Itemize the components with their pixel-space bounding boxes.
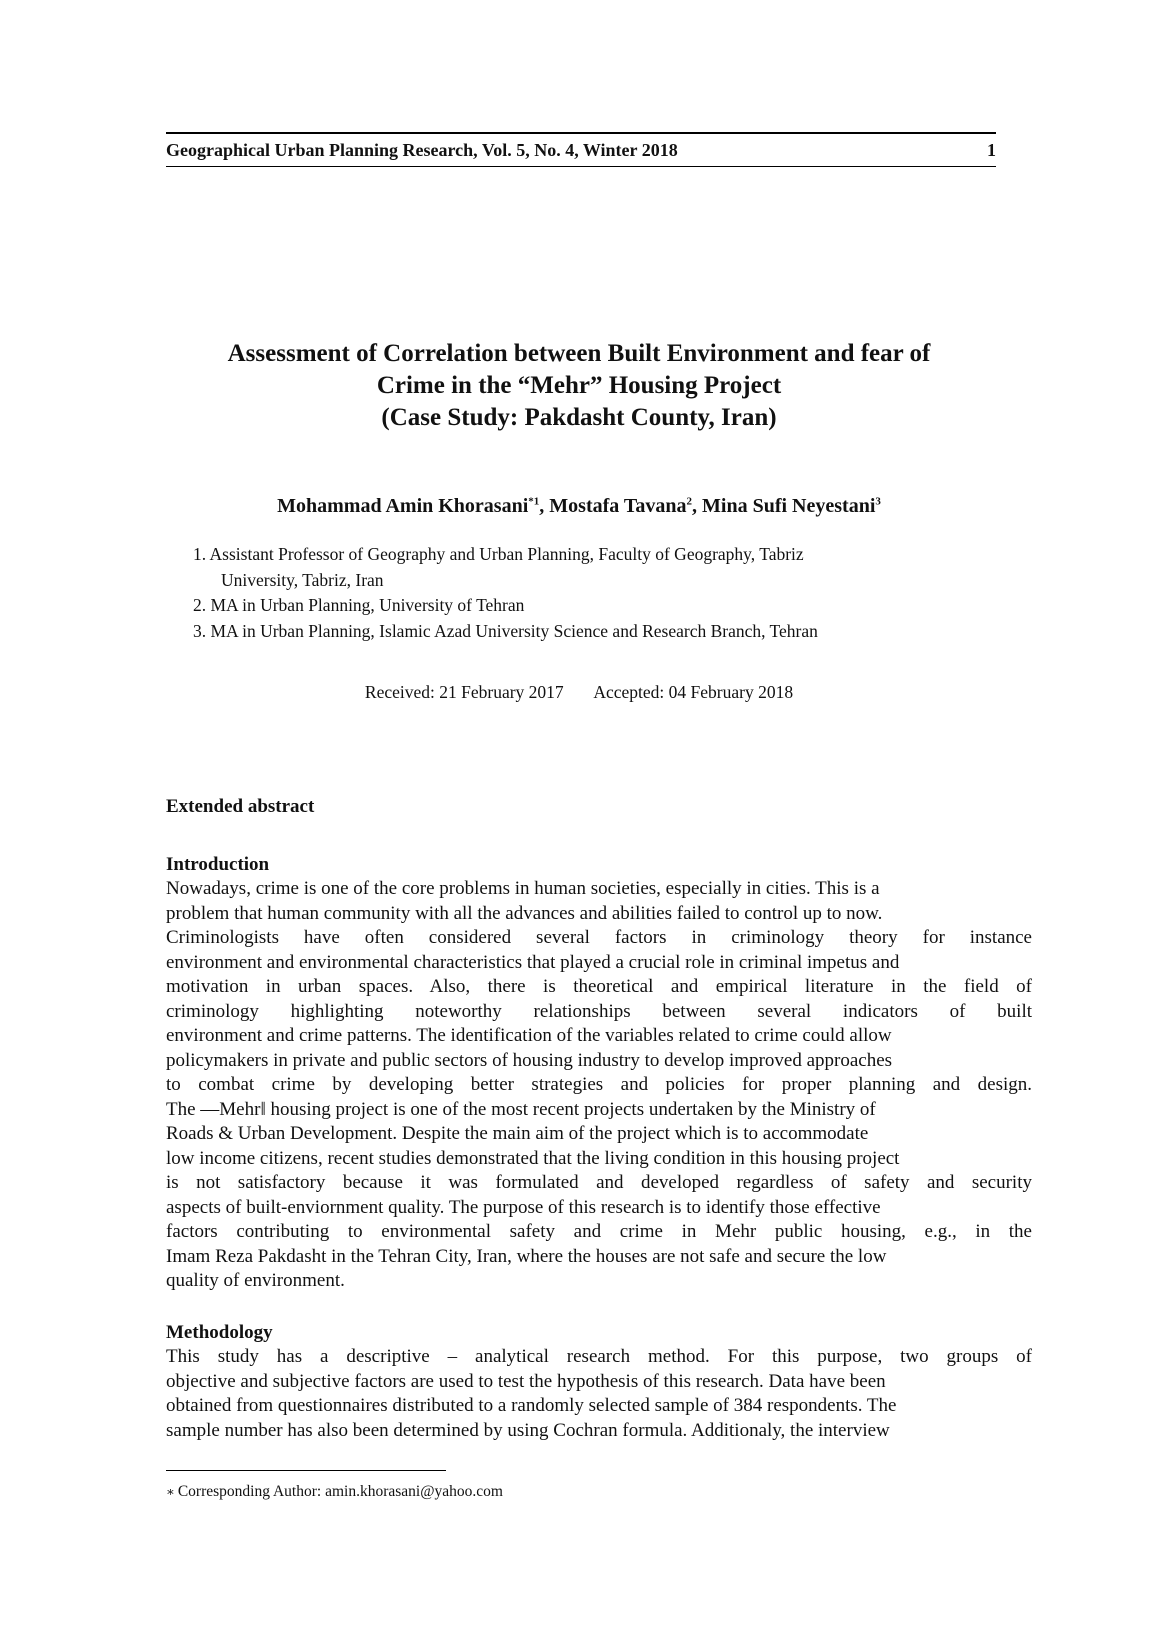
- body-line: obtained from questionnaires distributed to a randomly selected sample of 384 respondents. The: [166, 1395, 897, 1416]
- body-line: quality of environment.: [166, 1270, 345, 1291]
- body-line: Imam Reza Pakdasht in the Tehran City, Iran, where the houses are not safe and secure the low: [166, 1245, 887, 1267]
- extended-abstract-label: Extended abstract: [166, 796, 315, 817]
- body-line: environment and environmental characteristics that played a crucial role in criminal impetus and: [166, 951, 900, 973]
- author-name: Mohammad Amin Khorasani: [277, 495, 529, 517]
- author-separator: ,: [692, 495, 703, 517]
- body-line: motivation in urban spaces. Also, there is theoretical and empirical literature in the field of: [166, 976, 1032, 997]
- footnote-text: Corresponding Author: amin.khorasani@yahoo.com: [177, 1483, 503, 1500]
- author-separator: ,: [539, 495, 550, 517]
- author-affiliation-mark: 2: [686, 495, 693, 508]
- methodology-section: [166, 1320, 1032, 1443]
- affiliation-item: 2. MA in Urban Planning, University of Tehran: [193, 595, 525, 615]
- affiliation-item: 1. Assistant Professor of Geography and Urban Planning, Faculty of Geography, Tabriz: [193, 544, 804, 564]
- footnote: [166, 1483, 503, 1501]
- page-number: 1: [987, 139, 996, 160]
- body-line: The ―Mehr‖ housing project is one of the most recent projects undertaken by the Ministry of: [166, 1098, 876, 1120]
- footnote-divider: [166, 1470, 446, 1471]
- section-heading: Introduction: [166, 854, 270, 875]
- body-line: This study has a descriptive – analytical research method. For this purpose, two groups of: [166, 1346, 1032, 1367]
- asterisk-icon: ∗: [166, 1484, 175, 1499]
- affiliation-list: [193, 542, 973, 644]
- body-line: Roads & Urban Development. Despite the main aim of the project which is to accommodate: [166, 1123, 869, 1144]
- author-affiliation-mark: *1: [528, 495, 540, 508]
- section-heading: Methodology: [166, 1322, 273, 1343]
- paper-title: [120, 338, 1038, 434]
- received-date: Received: 21 February 2017: [364, 682, 564, 702]
- body-line: factors contributing to environmental safety and crime in Mehr public housing, e.g., in the: [166, 1221, 1032, 1242]
- submission-dates: [120, 682, 1038, 703]
- body-line: is not satisfactory because it was formulated and developed regardless of safety and security: [166, 1172, 1032, 1193]
- accepted-date: Accepted: 04 February 2018: [593, 682, 794, 702]
- introduction-section: [166, 852, 1032, 1294]
- body-line: Criminologists have often considered several factors in criminology theory for instance: [166, 927, 1032, 948]
- body-line: criminology highlighting noteworthy relationships between several indicators of built: [166, 1000, 1032, 1022]
- body-line: environment and crime patterns. The identification of the variables related to crime could allow: [166, 1025, 892, 1046]
- affiliation-item-continuation: University, Tabriz, Iran: [221, 569, 384, 590]
- title-line: Crime in the “Mehr” Housing Project: [376, 372, 782, 399]
- body-line: problem that human community with all the advances and abilities failed to control up to now.: [166, 902, 883, 924]
- body-line: policymakers in private and public sectors of housing industry to develop improved approaches: [166, 1049, 893, 1071]
- title-line: Assessment of Correlation between Built Environment and fear of: [227, 340, 931, 367]
- author-list: [120, 492, 1038, 520]
- title-line: (Case Study: Pakdasht County, Iran): [381, 404, 777, 431]
- author-name: Mostafa Tavana: [549, 495, 687, 517]
- author-affiliation-mark: 3: [875, 495, 881, 508]
- affiliation-item: 3. MA in Urban Planning, Islamic Azad University Science and Research Branch, Tehran: [193, 620, 818, 641]
- body-line: aspects of built-enviornment quality. The purpose of this research is to identify those effective: [166, 1196, 881, 1218]
- author-name: Mina Sufi Neyestani: [702, 495, 876, 517]
- body-line: Nowadays, crime is one of the core problems in human societies, especially in cities. This is a: [166, 878, 880, 899]
- body-line: to combat crime by developing better strategies and policies for proper planning and design.: [166, 1074, 1032, 1095]
- body-line: low income citizens, recent studies demonstrated that the living condition in this housing project: [166, 1147, 900, 1169]
- body-line: objective and subjective factors are used to test the hypothesis of this research. Data have been: [166, 1370, 886, 1392]
- running-header: [166, 132, 996, 167]
- body-line: sample number has also been determined by using Cochran formula. Additionaly, the interview: [166, 1419, 890, 1441]
- journal-citation: Geographical Urban Planning Research, Vol. 5, No. 4, Winter 2018: [166, 139, 678, 160]
